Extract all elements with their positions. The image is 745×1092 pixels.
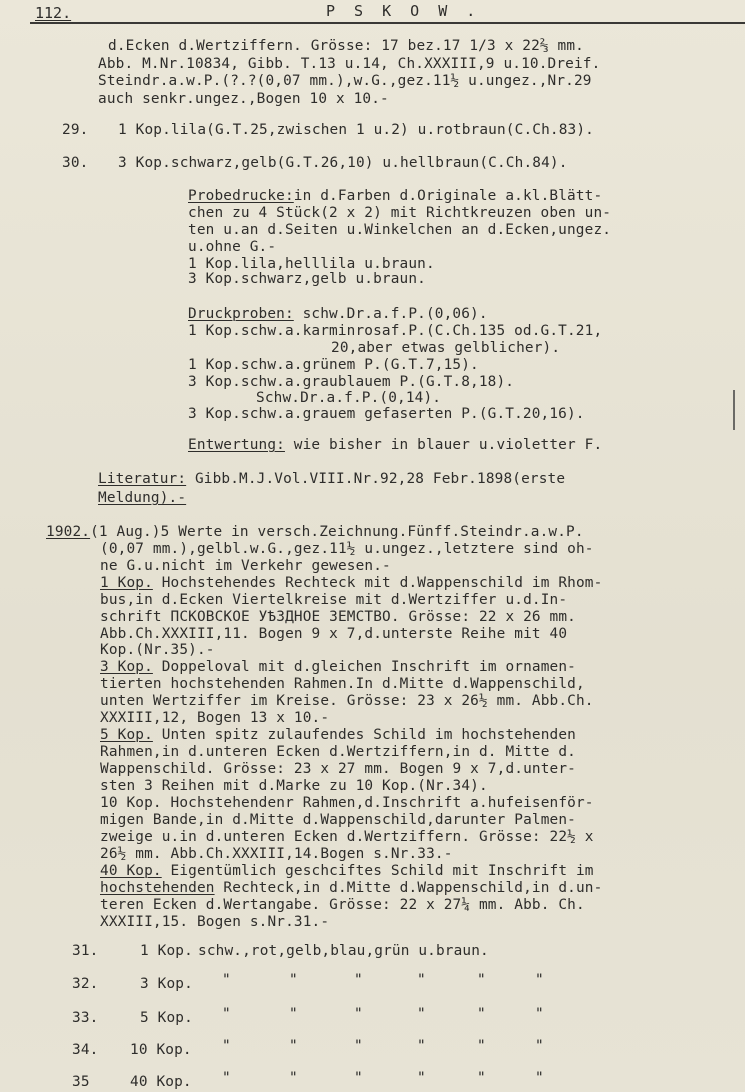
text-line: 3 Kop.schw.a.grauem gefaserten P.(G.T.20,16). bbox=[188, 406, 585, 422]
druckproben-text: schw.Dr.a.f.P.(0,06). bbox=[293, 306, 488, 322]
text-line: 1 Kop.lila,helllila u.braun. bbox=[188, 256, 435, 272]
entry-value: 40 Kop. bbox=[130, 1074, 192, 1090]
probedrucke-line bbox=[188, 188, 602, 204]
text-line: XXXIII,15. Bogen s.Nr.31.- bbox=[100, 914, 330, 930]
ditto-mark: " bbox=[222, 1038, 231, 1054]
text-line: schrift ПСКОВСКОЕ УѢЗДНОЕ ЗЕМСТВО. Grösse: 22 x 26 mm. bbox=[100, 609, 576, 625]
ditto-mark: " bbox=[417, 1070, 426, 1086]
ditto-mark: " bbox=[535, 1038, 544, 1054]
text-line: (0,07 mm.),gelbl.w.G.,gez.11½ u.ungez.,letztere sind oh- bbox=[100, 541, 594, 557]
text-line: zweige u.in d.unteren Ecken d.Wertziffern. Grösse: 22½ x bbox=[100, 829, 594, 845]
text-line: 26½ mm. Abb.Ch.XXXIII,14.Bogen s.Nr.33.- bbox=[100, 846, 453, 862]
entry-number: 31. bbox=[72, 943, 99, 959]
text-line: Wappenschild. Grösse: 23 x 27 mm. Bogen 9 x 7,d.unter- bbox=[100, 761, 576, 777]
desc-40kop-label: 40 Kop. bbox=[100, 863, 162, 879]
text-line: unten Wertziffer im Kreise. Grösse: 23 x 26½ mm. Abb.Ch. bbox=[100, 693, 594, 709]
entry-value: 3 Kop. bbox=[140, 976, 193, 992]
text-line: 20,aber etwas gelblicher). bbox=[331, 340, 561, 356]
ditto-mark: " bbox=[354, 1006, 363, 1022]
desc-1kop-label: 1 Kop. bbox=[100, 575, 153, 591]
ditto-mark: " bbox=[289, 972, 298, 988]
text-line: Rahmen,in d.unteren Ecken d.Wertziffern,in d. Mitte d. bbox=[100, 744, 576, 760]
text-line: Kop.(Nr.35).- bbox=[100, 642, 215, 658]
ditto-mark: " bbox=[417, 972, 426, 988]
ditto-mark: " bbox=[354, 1070, 363, 1086]
desc-3kop-text: Doppeloval mit d.gleichen Inschrift im ornamen- bbox=[152, 659, 576, 675]
text-line: Meldung).- bbox=[98, 490, 187, 506]
text-line: 3 Kop.schw.a.graublauem P.(G.T.8,18). bbox=[188, 374, 515, 390]
probedrucke-label: Probedrucke: bbox=[188, 188, 294, 204]
entry-value: 5 Kop. bbox=[140, 1010, 193, 1026]
text-line: Abb. M.Nr.10834, Gibb. T.13 u.14, Ch.XXXIII,9 u.10.Dreif. bbox=[98, 56, 601, 72]
text-line: bus,in d.Ecken Viertelkreise mit d.Wertziffer u.d.In- bbox=[100, 592, 568, 608]
text-line: ne G.u.nicht im Verkehr gewesen.- bbox=[100, 558, 391, 574]
druckproben-label: Druckproben: bbox=[188, 306, 294, 322]
text-line: sten 3 Reihen mit d.Marke zu 10 Kop.(Nr.34). bbox=[100, 778, 488, 794]
desc-1kop-text: Hochstehendes Rechteck mit d.Wappenschild im Rhom- bbox=[152, 575, 603, 591]
margin-mark bbox=[733, 390, 735, 430]
entry-number: 30. bbox=[62, 155, 89, 171]
ditto-mark: " bbox=[535, 1070, 544, 1086]
ditto-mark: " bbox=[477, 1070, 486, 1086]
year-label: 1902. bbox=[46, 524, 91, 540]
text-line: 1 Kop.schw.a.grünem P.(G.T.7,15). bbox=[188, 357, 479, 373]
desc-1kop-line bbox=[100, 575, 602, 591]
ditto-mark: " bbox=[477, 1006, 486, 1022]
text-line: Steindr.a.w.P.(?.?(0,07 mm.),w.G.,gez.11½ u.ungez.,Nr.29 bbox=[98, 73, 592, 89]
literatur-label: Literatur: bbox=[98, 471, 187, 487]
text-line: migen Bande,in d.Mitte d.Wappenschild,darunter Palmen- bbox=[100, 812, 576, 828]
ditto-mark: " bbox=[535, 972, 544, 988]
ditto-mark: " bbox=[222, 972, 231, 988]
desc-3kop-line bbox=[100, 659, 576, 675]
page-number: 112. bbox=[35, 4, 72, 22]
entry-number: 32. bbox=[72, 976, 99, 992]
ditto-mark: " bbox=[477, 972, 486, 988]
literatur-line bbox=[98, 471, 565, 487]
text-line: XXXIII,12, Bogen 13 x 10.- bbox=[100, 710, 330, 726]
ditto-mark: " bbox=[354, 972, 363, 988]
entry-number: 29. bbox=[62, 122, 89, 138]
ditto-mark: " bbox=[477, 1038, 486, 1054]
desc-5kop-text: Unten spitz zulaufendes Schild im hochstehenden bbox=[152, 727, 576, 743]
text-line: tierten hochstehenden Rahmen.In d.Mitte d.Wappenschild, bbox=[100, 676, 585, 692]
header-rule bbox=[30, 22, 745, 24]
text-line: ten u.an d.Seiten u.Winkelchen an d.Ecken,ungez. bbox=[188, 222, 612, 238]
entry-value: 10 Kop. bbox=[130, 1042, 192, 1058]
ditto-mark: " bbox=[354, 1038, 363, 1054]
ditto-mark: " bbox=[222, 1006, 231, 1022]
ditto-mark: " bbox=[222, 1070, 231, 1086]
entry-number: 33. bbox=[72, 1010, 99, 1026]
desc-5kop-line bbox=[100, 727, 576, 743]
desc-40kop-label-2: hochstehenden bbox=[100, 880, 215, 896]
text-line: 10 Kop. Hochstehendenr Rahmen,d.Inschrift a.hufeisenför- bbox=[100, 795, 594, 811]
page-title: P S K O W . bbox=[326, 2, 481, 20]
desc-40kop-line-2 bbox=[100, 880, 602, 896]
text-line: Abb.Ch.XXXIII,11. Bogen 9 x 7,d.unterste Reihe mit 40 bbox=[100, 626, 568, 642]
text-line: chen zu 4 Stück(2 x 2) mit Richtkreuzen oben un- bbox=[188, 205, 612, 221]
desc-3kop-label: 3 Kop. bbox=[100, 659, 153, 675]
desc-40kop-text: Eigentümlich geschciftes Schild mit Inschrift im bbox=[161, 863, 594, 879]
entwertung-label: Entwertung: bbox=[188, 437, 285, 453]
text-line: u.ohne G.- bbox=[188, 239, 277, 255]
entwertung-text: wie bisher in blauer u.violetter F. bbox=[284, 437, 603, 453]
text-line: 3 Kop.schwarz,gelb u.braun. bbox=[188, 271, 426, 287]
year-1902-line bbox=[46, 524, 584, 540]
desc-5kop-label: 5 Kop. bbox=[100, 727, 153, 743]
text-line: auch senkr.ungez.,Bogen 10 x 10.- bbox=[98, 91, 389, 107]
ditto-mark: " bbox=[417, 1006, 426, 1022]
text-line: Schw.Dr.a.f.P.(0,14). bbox=[256, 390, 442, 406]
ditto-mark: " bbox=[289, 1006, 298, 1022]
entry-text: 3 Kop.schwarz,gelb(G.T.26,10) u.hellbraun(C.Ch.84). bbox=[118, 155, 568, 171]
druckproben-line bbox=[188, 306, 488, 322]
text-line: d.Ecken d.Wertziffern. Grösse: 17 bez.17 1/3 x 22⅔ mm. bbox=[108, 38, 584, 54]
entry-text: 1 Kop.lila(G.T.25,zwischen 1 u.2) u.rotbraun(C.Ch.83). bbox=[118, 122, 594, 138]
entwertung-line bbox=[188, 437, 602, 453]
text-line: 1 Kop.schw.a.karminrosaf.P.(C.Ch.135 od.G.T.21, bbox=[188, 323, 603, 339]
year-text: (1 Aug.)5 Werte in versch.Zeichnung.Fünff.Steindr.a.w.P. bbox=[90, 524, 584, 540]
entry-number: 35 bbox=[72, 1074, 90, 1090]
entry-value: 1 Kop. bbox=[140, 943, 193, 959]
ditto-mark: " bbox=[535, 1006, 544, 1022]
ditto-mark: " bbox=[417, 1038, 426, 1054]
probedrucke-text: in d.Farben d.Originale a.kl.Blätt- bbox=[293, 188, 603, 204]
ditto-mark: " bbox=[289, 1038, 298, 1054]
ditto-mark: " bbox=[289, 1070, 298, 1086]
desc-40kop-line bbox=[100, 863, 594, 879]
entry-text: schw.,rot,gelb,blau,grün u.braun. bbox=[198, 943, 489, 959]
literatur-text: Gibb.M.J.Vol.VIII.Nr.92,28 Febr.1898(erste bbox=[186, 471, 566, 487]
text-line: teren Ecken d.Wertangabe. Grösse: 22 x 27¼ mm. Abb. Ch. bbox=[100, 897, 585, 913]
entry-number: 34. bbox=[72, 1042, 99, 1058]
desc-40kop-text-2: Rechteck,in d.Mitte d.Wappenschild,in d.un- bbox=[214, 880, 603, 896]
